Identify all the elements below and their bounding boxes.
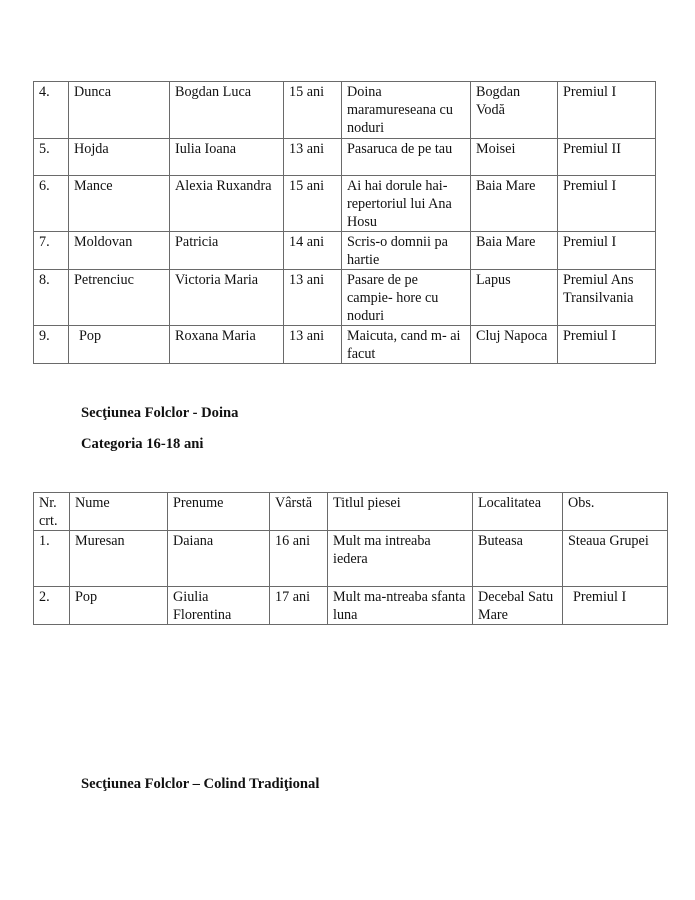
table-row — [34, 587, 668, 625]
header-titlu: Titlul piesei — [328, 493, 473, 531]
cell-varsta: 13 ani — [284, 270, 342, 326]
cell-nume: Muresan — [70, 531, 168, 587]
header-nr: Nr. crt. — [34, 493, 70, 531]
header-varsta: Vârstă — [270, 493, 328, 531]
header-nume: Nume — [70, 493, 168, 531]
table-row — [34, 139, 656, 176]
cell-titlu: Pasare de pe campie- hore cu noduri — [342, 270, 471, 326]
cell-titlu: Ai hai dorule hai- repertoriul lui Ana Hosu — [342, 176, 471, 232]
cell-prenume: Roxana Maria — [170, 326, 284, 364]
cell-prenume: Bogdan Luca — [170, 82, 284, 139]
cell-nume: Pop — [70, 587, 168, 625]
cell-nume: Hojda — [69, 139, 170, 176]
cell-obs: Premiul I — [558, 176, 656, 232]
cell-nr: 5. — [34, 139, 69, 176]
results-table-16-18 — [33, 492, 668, 625]
cell-varsta: 15 ani — [284, 176, 342, 232]
cell-localitate: Baia Mare — [471, 176, 558, 232]
cell-nr: 4. — [34, 82, 69, 139]
results-table-previous-category — [33, 81, 656, 364]
cell-nume: Mance — [69, 176, 170, 232]
cell-nume: Dunca — [69, 82, 170, 139]
cell-obs: Premiul I — [558, 326, 656, 364]
table-row — [34, 82, 656, 139]
cell-localitate: Cluj Napoca — [471, 326, 558, 364]
cell-titlu: Scris-o domnii pa hartie — [342, 232, 471, 270]
cell-nr: 7. — [34, 232, 69, 270]
cell-varsta: 15 ani — [284, 82, 342, 139]
cell-nr: 8. — [34, 270, 69, 326]
category-heading: Categoria 16-18 ani — [81, 436, 204, 452]
cell-nr: 1. — [34, 531, 70, 587]
cell-varsta: 17 ani — [270, 587, 328, 625]
cell-obs: Premiul I — [558, 232, 656, 270]
cell-localitate: Lapus — [471, 270, 558, 326]
cell-nume: Pop — [69, 326, 170, 364]
cell-prenume: Giulia Florentina — [168, 587, 270, 625]
cell-nume: Moldovan — [69, 232, 170, 270]
cell-prenume: Iulia Ioana — [170, 139, 284, 176]
header-localitate: Localitatea — [473, 493, 563, 531]
table-row — [34, 232, 656, 270]
cell-prenume: Daiana — [168, 531, 270, 587]
cell-obs: Steaua Grupei — [563, 531, 668, 587]
cell-titlu: Maicuta, cand m- ai facut — [342, 326, 471, 364]
cell-varsta: 16 ani — [270, 531, 328, 587]
section-heading-doina: Secţiunea Folclor - Doina — [81, 405, 239, 421]
cell-localitate: Buteasa — [473, 531, 563, 587]
table-row — [34, 326, 656, 364]
cell-prenume: Alexia Ruxandra — [170, 176, 284, 232]
cell-varsta: 13 ani — [284, 326, 342, 364]
table-row — [34, 270, 656, 326]
header-prenume: Prenume — [168, 493, 270, 531]
cell-nr: 6. — [34, 176, 69, 232]
table-row — [34, 531, 668, 587]
cell-obs: Premiul II — [558, 139, 656, 176]
cell-obs: Premiul I — [563, 587, 668, 625]
header-obs: Obs. — [563, 493, 668, 531]
cell-nume: Petrenciuc — [69, 270, 170, 326]
cell-titlu: Mult ma intreaba iedera — [328, 531, 473, 587]
cell-titlu: Doina maramureseana cu noduri — [342, 82, 471, 139]
cell-prenume: Patricia — [170, 232, 284, 270]
cell-prenume: Victoria Maria — [170, 270, 284, 326]
cell-varsta: 14 ani — [284, 232, 342, 270]
cell-localitate: Baia Mare — [471, 232, 558, 270]
cell-obs: Premiul I — [558, 82, 656, 139]
table-header-row — [34, 493, 668, 531]
cell-nr: 9. — [34, 326, 69, 364]
cell-obs: Premiul Ans Transilvania — [558, 270, 656, 326]
section-heading-colind: Secţiunea Folclor – Colind Tradiţional — [81, 776, 320, 792]
cell-localitate: Decebal Satu Mare — [473, 587, 563, 625]
cell-localitate: Moisei — [471, 139, 558, 176]
table-row — [34, 176, 656, 232]
cell-varsta: 13 ani — [284, 139, 342, 176]
cell-localitate: Bogdan Vodă — [471, 82, 558, 139]
cell-titlu: Pasaruca de pe tau — [342, 139, 471, 176]
cell-nr: 2. — [34, 587, 70, 625]
cell-titlu: Mult ma-ntreaba sfanta luna — [328, 587, 473, 625]
